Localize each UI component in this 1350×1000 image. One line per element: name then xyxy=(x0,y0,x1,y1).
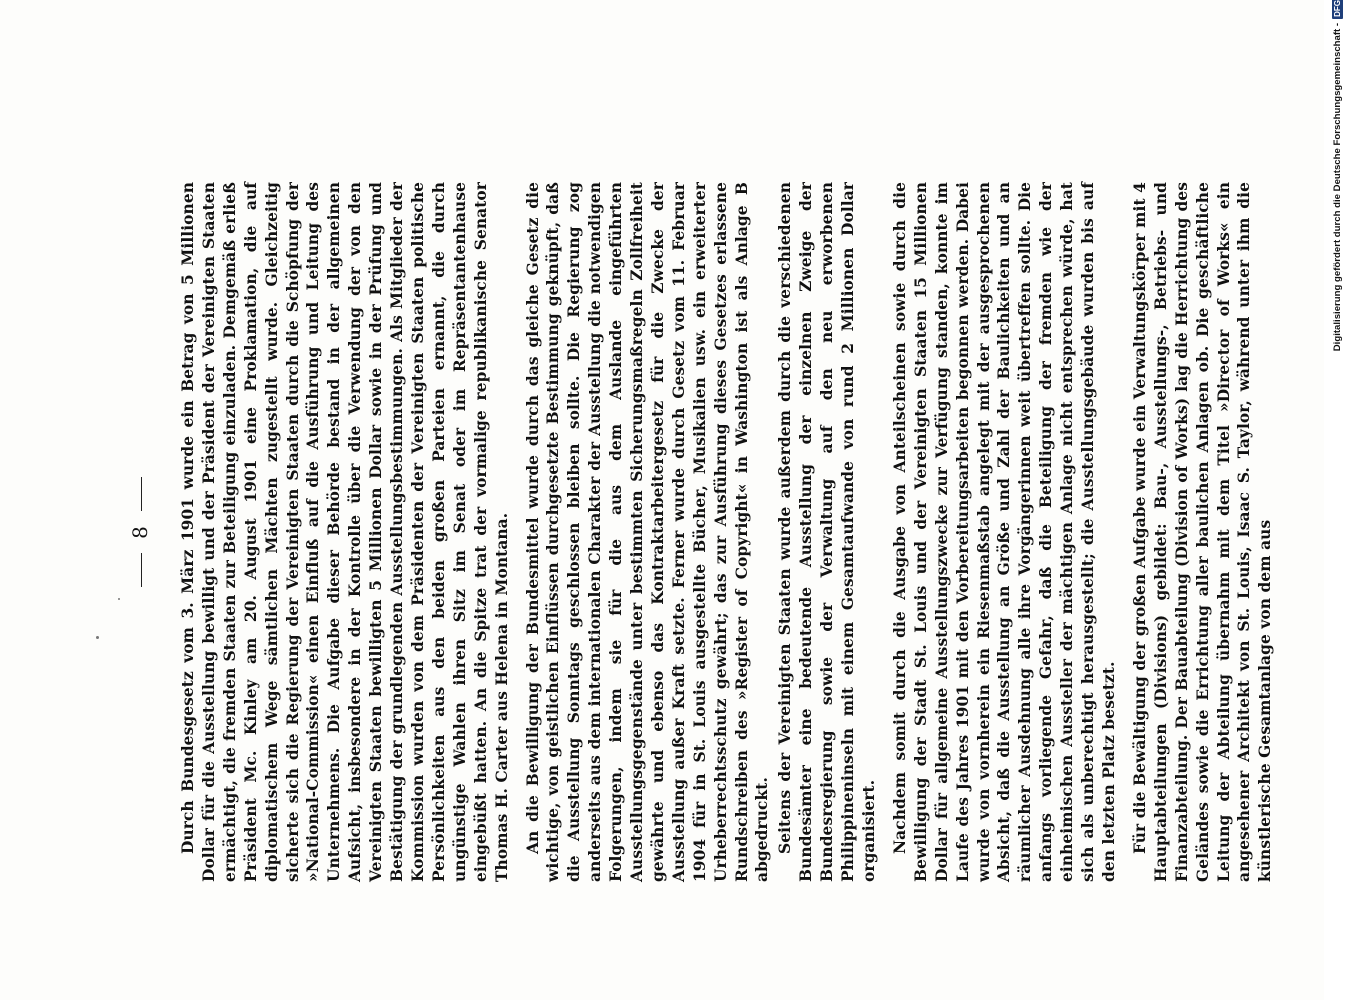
paragraph-4: Nachdem somit durch die Ausgabe von Anteilscheinen sowie durch die Bewilligung der Stadt St. Louis und der Vereinigten Staaten 15 Millionen Dollar für allgemeine Ausstellungszwecke zur Verfügung standen, konnte im Laufe des Jahres 1901 mit den Vorbereitungsarbeiten begonnen werden. Dabei wurde von vornherein ein Riesenmaßstab angelegt mit der ausgesprochenen Absicht, daß die Ausstellung an Größe und Zahl der Baulichkeiten und an räumlicher Ausdehnung alle ihre Vorgängerinnen weit übertreffen sollte. Die anfangs vorliegende Gefahr, daß die Beteiligung der fremden wie der einheimischen Aussteller der mächtigen Anlage nicht entsprechen würde, hat sich als unberechtigt herausgestellt; die Ausstellungsgebäude wurden bis auf den letzten Platz besetzt. xyxy=(890,182,1118,882)
rotated-page xyxy=(128,182,1275,882)
page-number-value: 8 xyxy=(128,525,152,539)
paragraph-1: Durch Bundesgesetz vom 3. März 1901 wurde ein Betrag von 5 Millionen Dollar für die Ausstellung bewilligt und der Präsident der Vereinigten Staaten ermächtigt, die fremden Staaten zur Beteiligung einzuladen. Demgemäß erließ Präsident Mc. Kinley am 20. August 1901 eine Proklamation, die auf diplomatischem Wege sämtlichen Mächten zugestellt wurde. Gleichzeitig sicherte sich die Regierung der Vereinigten Staaten durch die Schöpfung der »National-Commission« einen Einfluß auf die Ausführung und Leitung des Unternehmens. Die Aufgabe dieser Behörde bestand in der allgemeinen Aufsicht, insbesondere in der Kontrolle über die Verwendung der von den Vereinigten Staaten bewilligten 5 Millionen Dollar sowie in der Prüfung und Bestätigung der grundlegenden Ausstellungsbestimmungen. Als Mitglieder der Kommission wurden von dem Präsidenten der Vereinigten Staaten politische Persönlichkeiten aus den beiden großen Parteien ernannt, die durch ungünstige Wahlen ihren Sitz im Senat oder im Repräsentantenhause eingebüßt hatten. An die Spitze trat der vormalige republikanische Senator Thomas H. Carter aus Helena in Montana. xyxy=(179,182,511,882)
dash-right xyxy=(141,477,142,511)
paragraph-2: An die Bewilligung der Bundesmittel wurde durch das gleiche Gesetz die wichtige, von geistlichen Einflüssen durchgesetzte Bestimmung geknüpft, daß die Ausstellung Sonntags geschlossen bleiben sollte. Die Regierung zog anderseits aus dem internationalen Charakter der Ausstellung die notwendigen Folgerungen, indem sie für die aus dem Auslande eingeführten Ausstellungsgegenstände unter bestimmten Sicherungsmaßregeln Zollfreiheit gewährte und ebenso das Kontraktarbeitergesetz für die Zwecke der Ausstellung außer Kraft setzte. Ferner wurde durch Gesetz vom 11. Februar 1904 für in St. Louis ausgestellte Bücher, Musikalien usw. ein erweiterter Urheberrechtsschutz gewährt; das zur Ausführung dieses Gesetzes erlassene Rundschreiben des »Register of Copyright« in Washington ist als Anlage B abgedruckt. xyxy=(523,182,772,882)
credit-text: Digitalisierung gefördert durch die Deutsche Forschungsgemeinschaft - xyxy=(1331,22,1343,352)
paragraph-3: Seitens der Vereinigten Staaten wurde außerdem durch die verschiedenen Bundesämter eine bedeutende Ausstellung der einzelnen Zweige der Bundesregierung sowie der Verwaltung auf den neu erworbenen Philippineninseln mit einem Gesamtaufwande von rund 2 Millionen Dollar organisiert. xyxy=(776,182,878,882)
page-content xyxy=(128,182,1278,882)
digitization-credit xyxy=(1304,0,1343,406)
scan-speck xyxy=(118,598,120,600)
dash-left xyxy=(141,553,142,587)
dfg-logo: DFG xyxy=(1332,0,1342,17)
paragraph-5: Für die Bewältigung der großen Aufgabe wurde ein Verwaltungskörper mit 4 Hauptabteilungen (Divisions) gebildet: Bau-, Ausstellungs-, Betriebs- und Finanzabteilung. Der Bauabteilung (Division of Works) lag die Herrichtung des Geländes sowie die Errichtung aller baulichen Anlagen ob. Die geschäftliche Leitung der Abteilung übernahm mit dem Titel »Director of Works« ein angesehener Architekt von St. Louis, Isaac S. Taylor, während unter ihm die künstlerische Gesamtanlage von dem aus xyxy=(1130,182,1275,882)
scan-speck xyxy=(96,636,99,639)
credit-rotated xyxy=(1324,0,1350,398)
page-number xyxy=(128,182,152,882)
